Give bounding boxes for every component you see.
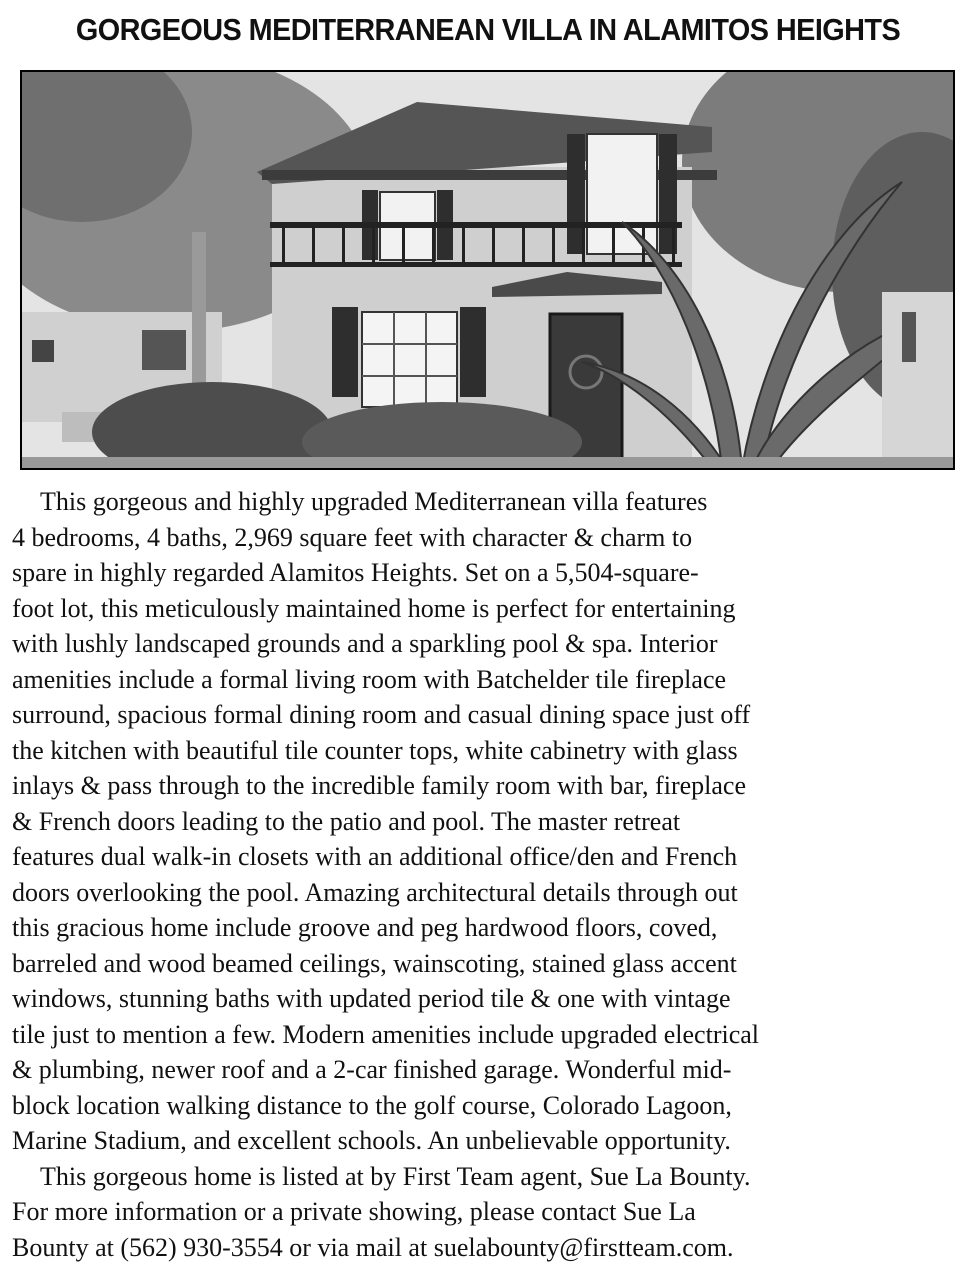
article-line: tile just to mention a few. Modern amenities include upgraded electrical bbox=[12, 1019, 760, 1049]
article-line: the kitchen with beautiful tile counter tops, white cabinetry with glass bbox=[12, 735, 738, 765]
article-line: Marine Stadium, and excellent schools. An unbelievable opportunity. bbox=[12, 1126, 731, 1155]
article-body bbox=[12, 484, 964, 1265]
article-line: & plumbing, newer roof and a 2-car finished garage. Wonderful mid- bbox=[12, 1055, 732, 1084]
article-line: doors overlooking the pool. Amazing architectural details through out bbox=[12, 877, 738, 907]
villa-photo-icon bbox=[22, 72, 953, 468]
article-line: barreled and wood beamed ceilings, wainscoting, stained glass accent bbox=[12, 948, 737, 978]
article-line: 4 bedrooms, 4 baths, 2,969 square feet with character & charm to bbox=[12, 522, 693, 552]
article-line: with lushly landscaped grounds and a sparkling pool & spa. Interior bbox=[12, 629, 718, 658]
article-line: this gracious home include groove and peg hardwood floors, coved, bbox=[12, 913, 718, 942]
article-line: windows, stunning baths with updated period tile & one with vintage bbox=[12, 984, 731, 1013]
article-line: spare in highly regarded Alamitos Heights. Set on a 5,504-square- bbox=[12, 558, 699, 587]
article-line: block location walking distance to the golf course, Colorado Lagoon, bbox=[12, 1090, 732, 1120]
article-line: amenities include a formal living room with Batchelder tile fireplace bbox=[12, 664, 727, 694]
article-line: features dual walk-in closets with an additional office/den and French bbox=[12, 842, 738, 871]
article-line: surround, spacious formal dining room and casual dining space just off bbox=[12, 700, 751, 729]
article-line: For more information or a private showing, please contact Sue La bbox=[12, 1197, 696, 1226]
article-line: & French doors leading to the patio and pool. The master retreat bbox=[12, 806, 681, 836]
article-line: inlays & pass through to the incredible family room with bar, fireplace bbox=[12, 771, 746, 800]
article-line: Bounty at (562) 930-3554 or via mail at suelabounty@firstteam.com. bbox=[12, 1232, 734, 1262]
article-line: foot lot, this meticulously maintained home is perfect for entertaining bbox=[12, 593, 736, 623]
villa-photo bbox=[20, 70, 955, 470]
headline: GORGEOUS MEDITERRANEAN VILLA IN ALAMITOS HEIGHTS bbox=[75, 12, 901, 47]
article-line: This gorgeous and highly upgraded Mediterranean villa features bbox=[40, 487, 708, 516]
article-line: This gorgeous home is listed at by First Team agent, Sue La Bounty. bbox=[40, 1161, 751, 1191]
